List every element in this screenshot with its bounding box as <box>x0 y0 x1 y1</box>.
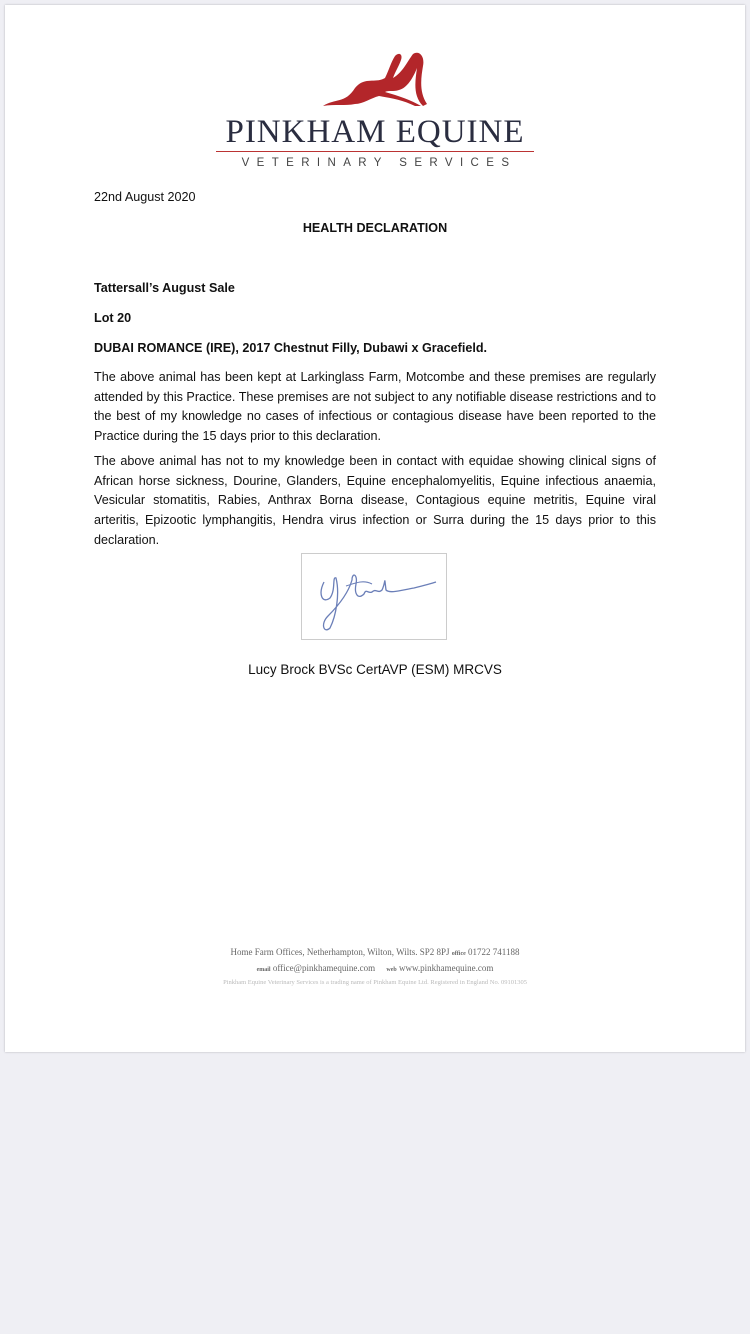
footer-office-label: office <box>451 951 466 957</box>
horse-logo-icon <box>0 48 750 113</box>
declaration-paragraph-1: The above animal has been kept at Larkinglass Farm, Motcombe and these premises are regularly attended by this Practice. These premises are not subject to any notifiable disease restrictions and to the best of my knowledge no cases of infectious or contagious disease have been reported to the Practice during the 15 days prior to this declaration. <box>94 370 656 444</box>
footer-contact-line <box>0 963 750 973</box>
lot-number: Lot 20 <box>94 311 132 325</box>
horse-details: DUBAI ROMANCE (IRE), 2017 Chestnut Filly, Dubawi x Gracefield. <box>94 341 488 355</box>
logo-divider <box>216 151 534 152</box>
signatory-name: Lucy Brock BVSc CertAVP (ESM) MRCVS <box>248 662 502 677</box>
brand-name: PINKHAM EQUINE <box>225 114 525 150</box>
footer-website[interactable]: www.pinkhamequine.com <box>399 963 494 973</box>
footer-web-label: web <box>386 967 397 973</box>
footer-phone: 01722 741188 <box>468 947 520 957</box>
document-title: HEALTH DECLARATION <box>302 221 448 235</box>
brand-subtitle: VETERINARY SERVICES <box>241 157 517 169</box>
signature-image <box>301 553 447 640</box>
footer-legal: Pinkham Equine Veterinary Services is a trading name of Pinkham Equine Ltd. Registered in England No. 09101305 <box>223 979 527 986</box>
footer-address-line <box>0 947 750 957</box>
letter-date: 22nd August 2020 <box>94 190 196 204</box>
declaration-paragraph-2: The above animal has not to my knowledge been in contact with equidae showing clinical signs of African horse sickness, Dourine, Glanders, Equine encephalomyelitis, Equine infectious anaemia, Vesicular stomatitis, Rabies, Anthrax Borna disease, Contagious equine metritis, Equine viral arteritis, Epizootic lymphangitis, Hendra virus infection or Surra during the 15 days prior to this declaration. <box>94 454 656 547</box>
footer-email-label: email <box>256 967 271 973</box>
footer-address: Home Farm Offices, Netherhampton, Wilton, Wilts. SP2 8PJ <box>230 947 450 957</box>
footer-email[interactable]: office@pinkhamequine.com <box>272 963 376 973</box>
sale-name: Tattersall’s August Sale <box>94 281 235 295</box>
